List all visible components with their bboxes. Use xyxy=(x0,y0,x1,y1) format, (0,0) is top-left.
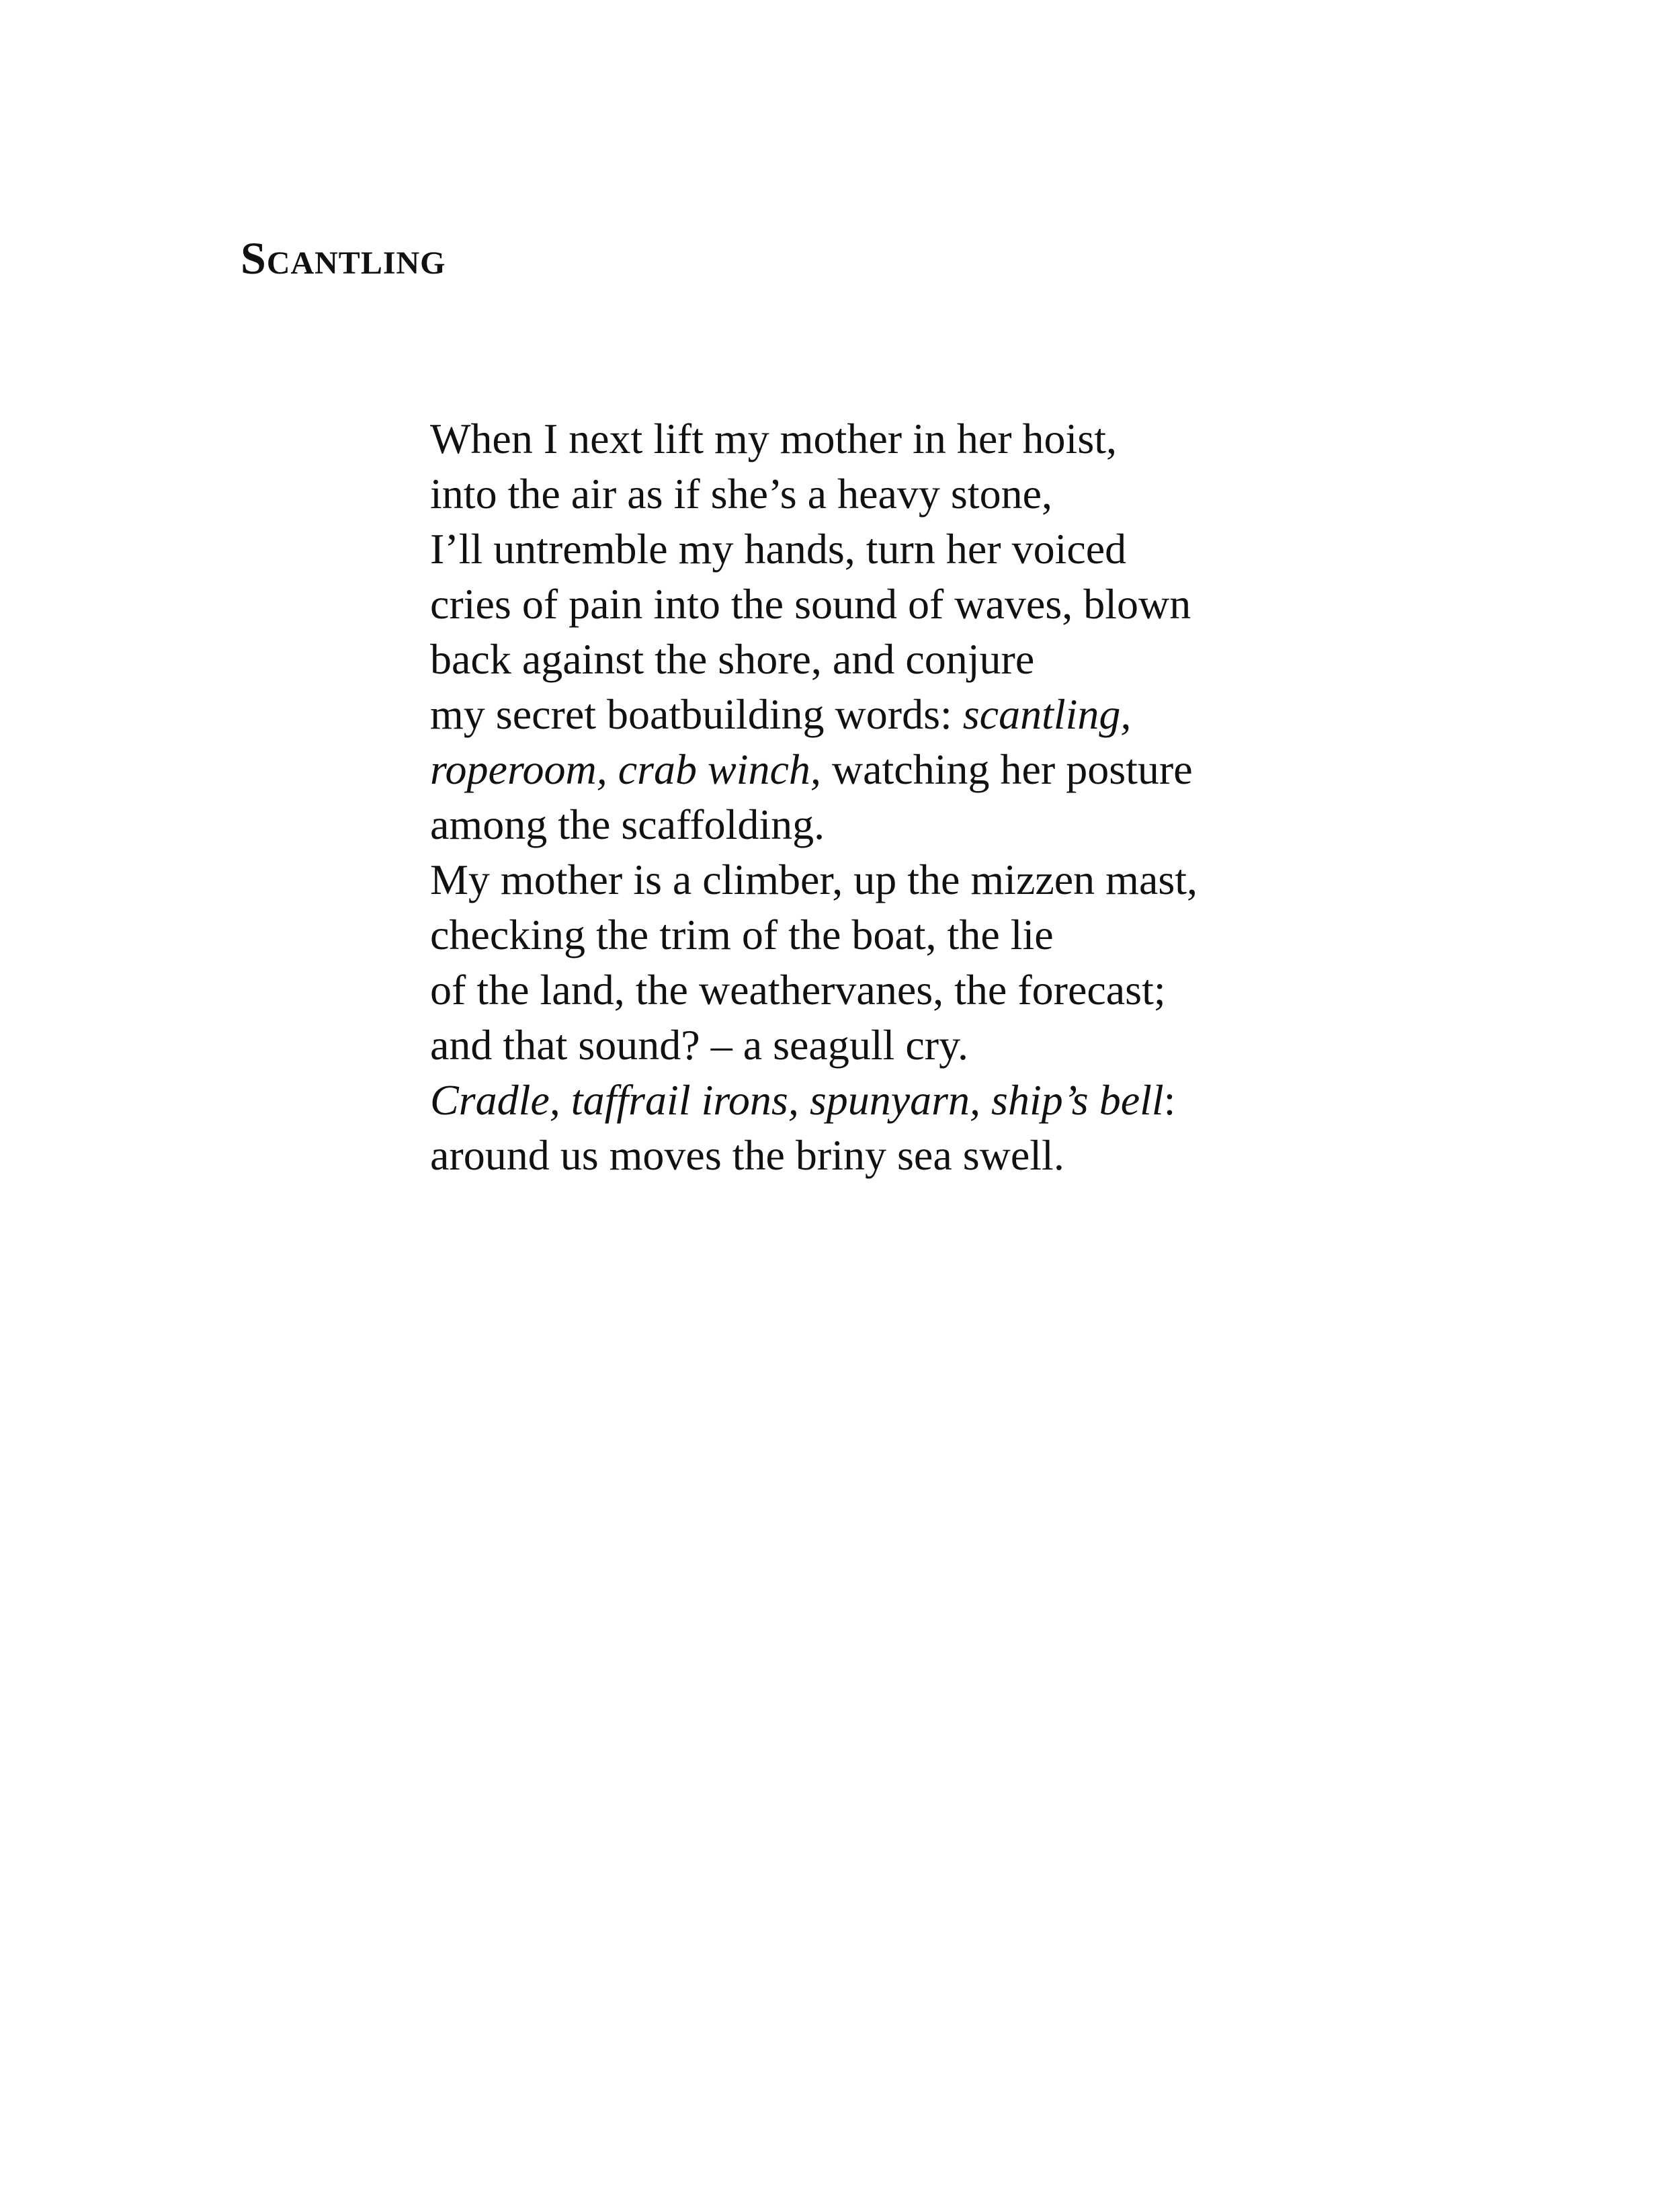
poem-line-segment: My mother is a climber, up the mizzen mast, xyxy=(430,856,1198,903)
poem-line xyxy=(430,963,1572,1018)
poem-line-segment: : xyxy=(1163,1076,1176,1124)
poem-line xyxy=(430,742,1572,797)
poem-line xyxy=(430,687,1572,742)
poem-line xyxy=(430,797,1572,852)
poem-line xyxy=(430,1018,1572,1073)
poem-line-segment: watching her posture xyxy=(821,745,1193,793)
poem-line xyxy=(430,1073,1572,1128)
poem-line-segment: and that sound? – a seagull cry. xyxy=(430,1021,968,1069)
poem-line-italic-segment: roperoom, crab winch, xyxy=(430,745,821,793)
poem-line-segment: I’ll untremble my hands, turn her voiced xyxy=(430,525,1127,573)
poem-line-segment: of the land, the weathervanes, the forecast; xyxy=(430,966,1166,1014)
poem-line xyxy=(430,522,1572,577)
poem-title: Scantling xyxy=(241,233,446,284)
poem-line xyxy=(430,632,1572,687)
poem-line-segment: around us moves the briny sea swell. xyxy=(430,1131,1064,1179)
poem-line-segment: into the air as if she’s a heavy stone, xyxy=(430,470,1052,518)
poem-line-segment: back against the shore, and conjure xyxy=(430,635,1035,683)
poem-line xyxy=(430,466,1572,522)
poem-line xyxy=(430,411,1572,466)
poem-line xyxy=(430,907,1572,963)
poem-line xyxy=(430,1128,1572,1183)
poem-line xyxy=(430,852,1572,907)
poem-body xyxy=(430,411,1572,1183)
poem-line xyxy=(430,577,1572,632)
poem-line-italic-segment: scantling, xyxy=(962,690,1132,738)
poem-line-segment: checking the trim of the boat, the lie xyxy=(430,911,1054,958)
poem-line-segment: cries of pain into the sound of waves, blown xyxy=(430,580,1191,628)
poem-line-segment: When I next lift my mother in her hoist, xyxy=(430,415,1117,462)
poem-line-italic-segment: Cradle, taffrail irons, spunyarn, ship’s bell xyxy=(430,1076,1164,1124)
poem-line-segment: among the scaffolding. xyxy=(430,801,825,848)
poem-line-segment: my secret boatbuilding words: xyxy=(430,690,963,738)
